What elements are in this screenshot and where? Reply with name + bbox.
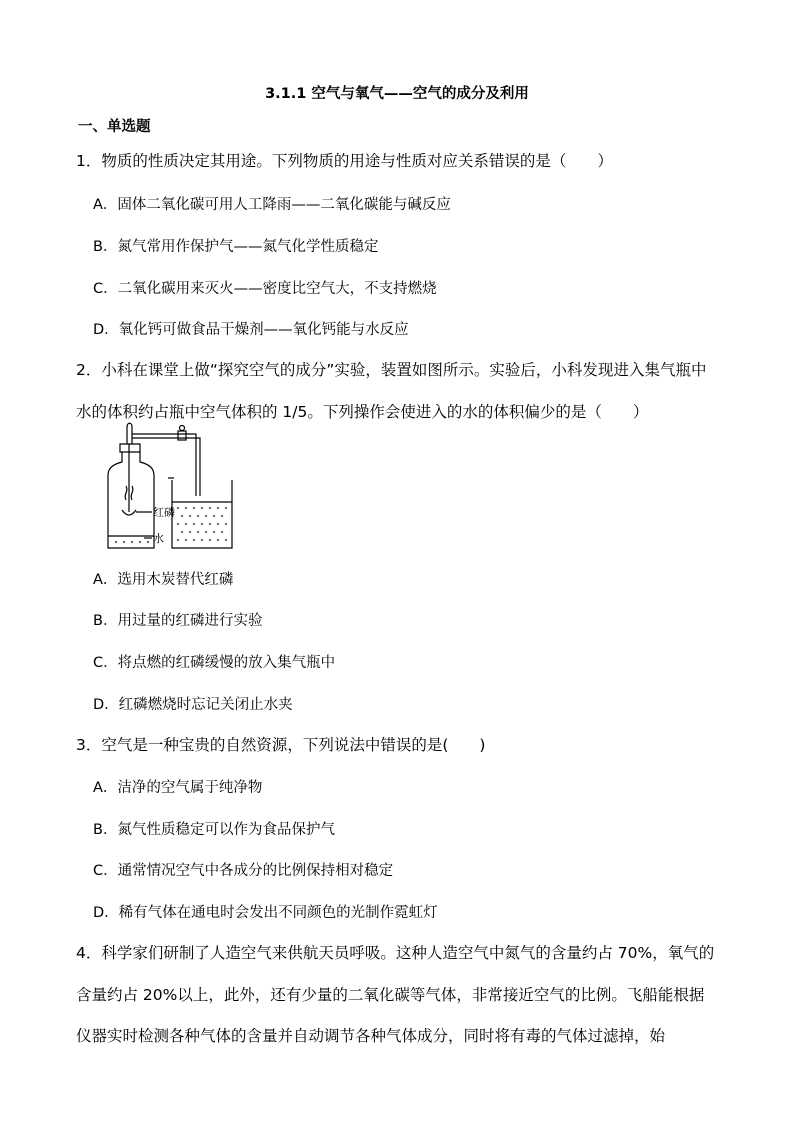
experiment-apparatus-figure (96, 422, 248, 550)
option-1b: B．氮气常用作保护气——氮气化学性质稳定 (93, 239, 379, 255)
question-number: 1． (76, 152, 102, 170)
question-number: 4． (76, 944, 102, 962)
option-3c: C．通常情况空气中各成分的比例保持相对稳定 (93, 863, 394, 879)
option-2c: C．将点燃的红磷缓慢的放入集气瓶中 (93, 655, 336, 671)
option-2d: D．红磷燃烧时忘记关闭止水夹 (93, 697, 293, 713)
question-3 (76, 725, 716, 767)
option-1c: C．二氧化碳用来灭火——密度比空气大，不支持燃烧 (93, 281, 437, 297)
option-1a: A．固体二氧化碳可用人工降雨——二氧化碳能与碱反应 (93, 197, 451, 213)
section-heading: 一、单选题 (78, 119, 151, 135)
option-3b: B．氮气性质稳定可以作为食品保护气 (93, 822, 335, 838)
option-2a: A．选用木炭替代红磷 (93, 572, 234, 588)
option-2b: B．用过量的红磷进行实验 (93, 613, 263, 629)
question-text: 空气是一种宝贵的自然资源，下列说法中错误的是( ) (101, 736, 486, 754)
option-3a: A．洁净的空气属于纯净物 (93, 780, 263, 796)
question-2 (76, 350, 716, 433)
option-3d: D．稀有气体在通电时会发出不同颜色的光制作霓虹灯 (93, 905, 438, 921)
question-1 (76, 141, 716, 183)
label-red-phosphorus: 红磷 (153, 506, 175, 519)
question-number: 2． (76, 361, 102, 379)
page-title: 3.1.1 空气与氧气——空气的成分及利用 (265, 86, 529, 102)
question-text: 物质的性质决定其用途。下列物质的用途与性质对应关系错误的是（ ） (101, 152, 613, 170)
question-4 (76, 933, 716, 1058)
option-1d: D．氧化钙可做食品干燥剂——氧化钙能与水反应 (93, 322, 409, 338)
question-number: 3． (76, 736, 102, 754)
question-text: 科学家们研制了人造空气来供航天员呼吸。这种人造空气中氮气的含量约占 70%，氧气的含量约占 20%以上，此外，还有少量的二氧化碳等气体，非常接近空气的比例。飞船能根据仪器实时检测各种气体的含量并自动调节各种气体成分，同时将有毒的气体过滤掉，始 (76, 944, 715, 1045)
question-text: 小科在课堂上做“探究空气的成分”实验，装置如图所示。实验后，小科发现进入集气瓶中水的体积约占瓶中空气体积的 1/5。下列操作会使进入的水的体积偏少的是（ ） (76, 361, 707, 421)
label-water: 水 (153, 532, 164, 545)
